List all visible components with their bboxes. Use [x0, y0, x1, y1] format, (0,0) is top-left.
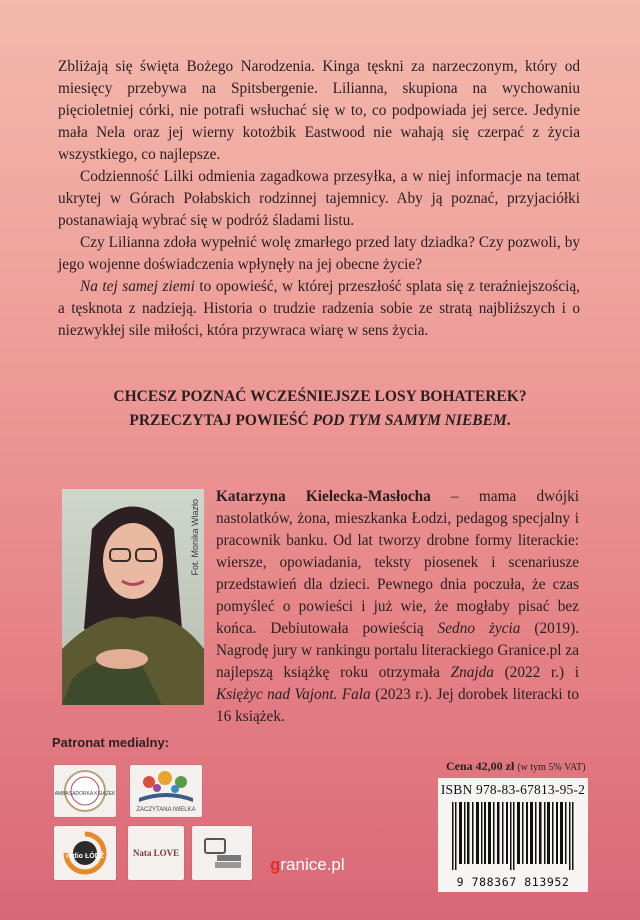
- book-title-inline: Na tej samej ziemi: [80, 278, 195, 295]
- book-description: [58, 56, 580, 342]
- logo-nata-love: [128, 826, 184, 880]
- author-photo: [62, 489, 204, 705]
- price-vat: (w tym 5% VAT): [517, 762, 586, 773]
- ambasadorka-text: AMBASADORKA KSIĄŻEK: [54, 791, 116, 797]
- description-paragraph-1: Zbliżają się święta Bożego Narodzenia. Kinga tęskni za narzeczonym, który od miesięcy przebywa na Spitsbergenie. Lilianna, skupiona na wychowaniu pięcioletniej córki, nie potrafi wsłuchać się w to, co podpowiada jej serce. Jedynie mała Nela oraz jej wierny kotożbik Eastwood nie wahają się czerpać z życia wszystkiego, co najlepsze.: [58, 58, 580, 163]
- bio-text-d: (2023 r.). Jej dorobek literacki to 16 książek.: [216, 686, 579, 725]
- zaczytana-book-icon: [135, 768, 197, 804]
- logo-books: [192, 826, 252, 880]
- description-paragraph-3: Czy Lilianna zdoła wypełnić wolę zmarłego przed laty dziadka? Czy pozwoli, by jego wojenne doświadczenia wpłynęły na jej obecne życie?: [58, 234, 580, 273]
- logo-ambasadorka: [54, 765, 116, 817]
- callout-line-2: [40, 409, 600, 433]
- isbn-barcode: [438, 778, 588, 892]
- bio-title-2: Znajda: [450, 664, 494, 681]
- author-portrait-illustration: [62, 489, 204, 705]
- barcode-digits: 9 788367 813952: [456, 875, 570, 889]
- logo-zaczytana: [130, 765, 202, 817]
- author-name: Katarzyna Kielecka-Masłocha: [216, 488, 431, 505]
- granice-g: g: [270, 855, 281, 874]
- logo-granice: [270, 855, 345, 875]
- callout-book-title: POD TYM SAMYM NIEBEM: [312, 412, 507, 429]
- bio-title-3: Księżyc nad Vajont. Fala: [216, 686, 371, 703]
- price-label: [446, 759, 586, 774]
- bio-title-1: Sedno życia: [437, 620, 521, 637]
- price-main: Cena 42,00 zł: [446, 759, 515, 773]
- description-paragraph-4-text: to opowieść, w której przeszłość splata się z teraźniejszością, a tęsknota z nadzieją. Historia o trudzie radzenia sobie ze stratą najbliższych i o niezwykłej sile miłości, która przywraca wiarę w sens życia.: [58, 278, 580, 339]
- photo-credit: Fot. Monika Wlazło: [190, 499, 200, 576]
- media-patronage-label: Patronat medialny:: [52, 735, 170, 750]
- isbn-label: ISBN 978-83-67813-95-2: [440, 782, 586, 797]
- callout-prefix: PRZECZYTAJ POWIEŚĆ: [129, 412, 313, 429]
- stacked-books-icon: [199, 833, 245, 873]
- granice-text: ranice.pl: [280, 855, 345, 874]
- zaczytana-text: ZACZYTANA IWELKA: [136, 807, 196, 813]
- callout-line-1: CHCESZ POZNAĆ WCZEŚNIEJSZE LOSY BOHATEREK?: [113, 388, 527, 405]
- description-paragraph-2: Codzienność Lilki odmienia zagadkowa przesyłka, a w niej informacje na temat ukrytej w Górach Połabskich rodzinnej tajemnicy. Aby ją poznać, przyjaciółki postanawiają wybrać się w podróż śladami listu.: [58, 168, 580, 229]
- bio-text-a: – mama dwójki nastolatków, żona, mieszkanka Łodzi, pedagog specjalny i pracownik banku. Od lat tworzy drobne formy literackie: wiersze, opowiadania, teksty piosenek i scenariusze przedstawień dla dzieci. Pewnego dnia poczuła, że czas pomyśleć o powieści i już wie, że mogłaby pisać bez końca. Debiutowała powieścią: [216, 488, 579, 637]
- callout-suffix: .: [506, 412, 511, 429]
- barcode-bars-icon: [448, 802, 578, 870]
- nata-love-text: Nata LOVE: [132, 848, 180, 858]
- description-paragraph-4: [58, 276, 580, 342]
- bio-text-b: (2019). Nagrodę jury w rankingu portalu literackiego Granice.pl za najlepszą książkę roku otrzymała: [216, 620, 579, 681]
- radio-lodz-text: radio ŁÓDŹ: [65, 853, 105, 860]
- bio-text-c: (2022 r.) i: [493, 664, 579, 681]
- logo-radio-lodz: [54, 826, 116, 880]
- series-callout: [40, 385, 600, 433]
- author-bio: [216, 486, 579, 728]
